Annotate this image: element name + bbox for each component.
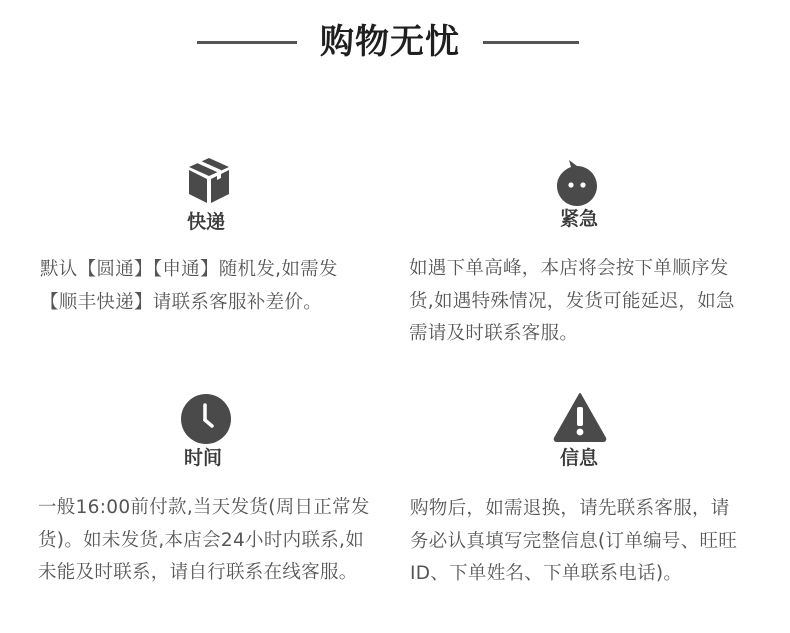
clock-icon bbox=[180, 393, 232, 445]
section-title-urgent: 紧急 bbox=[559, 208, 598, 230]
section-title-shipping: 快递 bbox=[186, 211, 225, 233]
chat-bubble-icon bbox=[555, 160, 599, 208]
text-line: 一般16:00前付款,当天发货(周日正常发 bbox=[38, 497, 370, 518]
text-line: 如遇下单高峰，本店将会按下单顺序发 bbox=[409, 258, 729, 279]
text-line: ID、下单姓名、下单联系电话)。 bbox=[410, 563, 683, 584]
page-title: 购物无忧 bbox=[320, 22, 460, 62]
title-divider-left bbox=[197, 41, 297, 44]
section-text-time bbox=[38, 492, 370, 590]
text-line: 务必认真填写完整信息(订单编号、旺旺 bbox=[410, 530, 738, 552]
text-line: 【顺丰快递】请联系客服补差价。 bbox=[40, 291, 323, 313]
warning-icon bbox=[553, 392, 607, 442]
text-line: 购物后，如需退换，请先联系客服，请 bbox=[410, 498, 730, 519]
section-title-info: 信息 bbox=[559, 447, 598, 469]
text-line: 未能及时联系，请自行联系在线客服。 bbox=[38, 562, 358, 583]
text-line: 货,如遇特殊情况，发货可能延迟，如急 bbox=[409, 290, 735, 312]
section-text-urgent bbox=[409, 253, 735, 351]
section-title-time: 时间 bbox=[183, 447, 222, 469]
section-text-info bbox=[410, 493, 737, 591]
box-icon bbox=[183, 154, 235, 206]
text-line: 货)。如未发货,本店会24小时内联系,如 bbox=[38, 529, 365, 551]
section-text-shipping bbox=[40, 254, 338, 319]
text-line: 需请及时联系客服。 bbox=[409, 323, 579, 344]
title-divider-right bbox=[483, 41, 579, 44]
page-header bbox=[0, 18, 790, 66]
text-line: 默认【圆通】【申通】随机发,如需发 bbox=[40, 259, 338, 280]
